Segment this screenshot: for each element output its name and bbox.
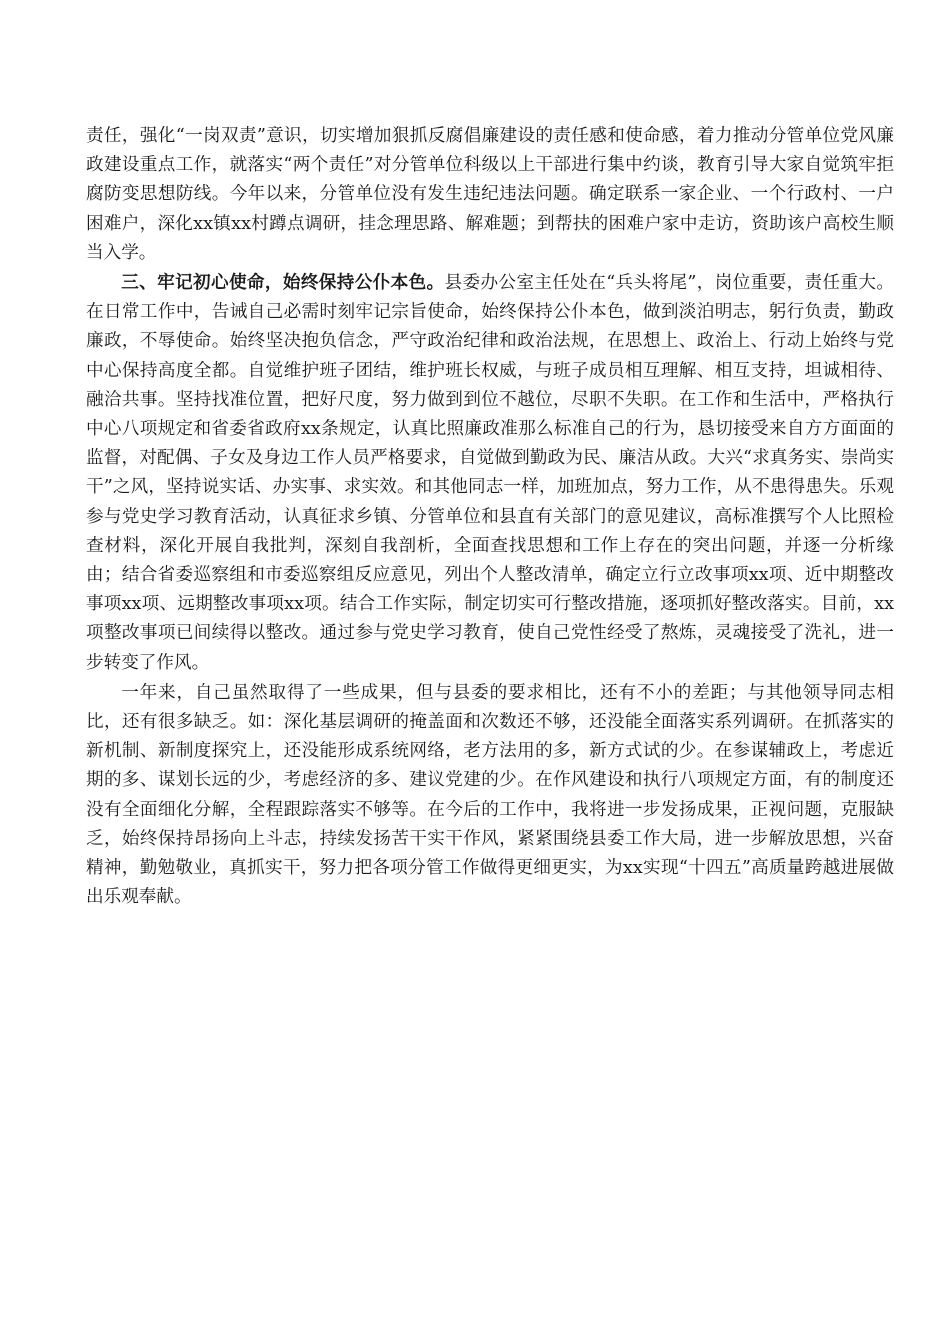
paragraph-text: 县委办公室主任处在“兵头将尾”，岗位重要，责任重大。在日常工作中，告诫自己必需时刻牢记宗旨使命，始终保持公仆本色，做到淡泊明志，躬行负责，勤政廉政，不辱使命。始终坚决抱负信念，严守政治纪律和政治法规，在思想上、政治上、行动上始终与党中心保持高度全都。自觉维护班子团结，维护班长权威，与班子成员相互理解、相互支持，坦诚相待、融洽共事。坚持找准位置，把好尺度，努力做到到位不越位，尽职不失职。在工作和生活中，严格执行中心八项规定和省委省政府xx条规定，认真比照廉政准那么标准自己的行为，恳切接受来自方方面面的监督，对配偶、子女及身边工作人员严格要求，自觉做到勤政为民、廉洁从政。大兴“求真务实、崇尚实干”之风，坚持说实话、办实事、求实效。和其他同志一样，加班加点，努力工作，从不患得患失。乐观参与党史学习教育活动，认真征求乡镇、分管单位和县直有关部门的意见建议，高标准撰写个人比照检查材料，深化开展自我批判，深刻自我剖析，全面查找思想和工作上存在的突出问题，并逐一分析缘由；结合省委巡察组和市委巡察组反应意见，列出个人整改清单，确定立行立改事项xx项、近中期整改事项xx项、远期整改事项xx项。结合工作实际，制定切实可行整改措施，逐项抓好整改落实。目前，xx项整改事项已间续得以整改。通过参与党史学习教育，使自己党性经受了熬炼，灵魂接受了洗礼，进一步转变了作风。 xyxy=(86,273,894,673)
document-page xyxy=(86,121,894,912)
paragraph-text: 一年来，自己虽然取得了一些成果，但与县委的要求相比，还有不小的差距；与其他领导同志相比，还有很多缺乏。如：深化基层调研的掩盖面和次数还不够，还没能全面落实系列调研。在抓落实的新机制、新制度探究上，还没能形成系统网络，老方法用的多，新方式试的少。在参谋辅政上，考虑近期的多、谋划长远的少，考虑经济的多、建议党建的少。在作风建设和执行八项规定方面，有的制度还没有全面细化分解，全程跟踪落实不够等。在今后的工作中，我将进一步发扬成果，正视问题，克服缺乏，始终保持昂扬向上斗志，持续发扬苦干实干作风，紧紧围绕县委工作大局，进一步解放思想，兴奋精神，勤勉敬业，真抓实干，努力把各项分管工作做得更细更实，为xx实现“十四五”高质量跨越进展做出乐观奉献。 xyxy=(86,682,894,908)
paragraph-text: 责任，强化“一岗双责”意识，切实增加狠抓反腐倡廉建设的责任感和使命感，着力推动分管单位党风廉政建设重点工作，就落实“两个责任”对分管单位科级以上干部进行集中约谈，教育引导大家自觉筑牢拒腐防变思想防线。今年以来，分管单位没有发生违纪违法问题。确定联系一家企业、一个行政村、一户困难户，深化xx镇xx村蹲点调研，挂念理思路、解难题；到帮扶的困难户家中走访，资助该户高校生顺当入学。 xyxy=(86,126,894,263)
paragraph-2 xyxy=(86,268,894,678)
paragraph-1 xyxy=(86,121,894,268)
paragraph-3 xyxy=(86,678,894,913)
section-heading: 三、牢记初心使命，始终保持公仆本色。 xyxy=(121,272,445,294)
